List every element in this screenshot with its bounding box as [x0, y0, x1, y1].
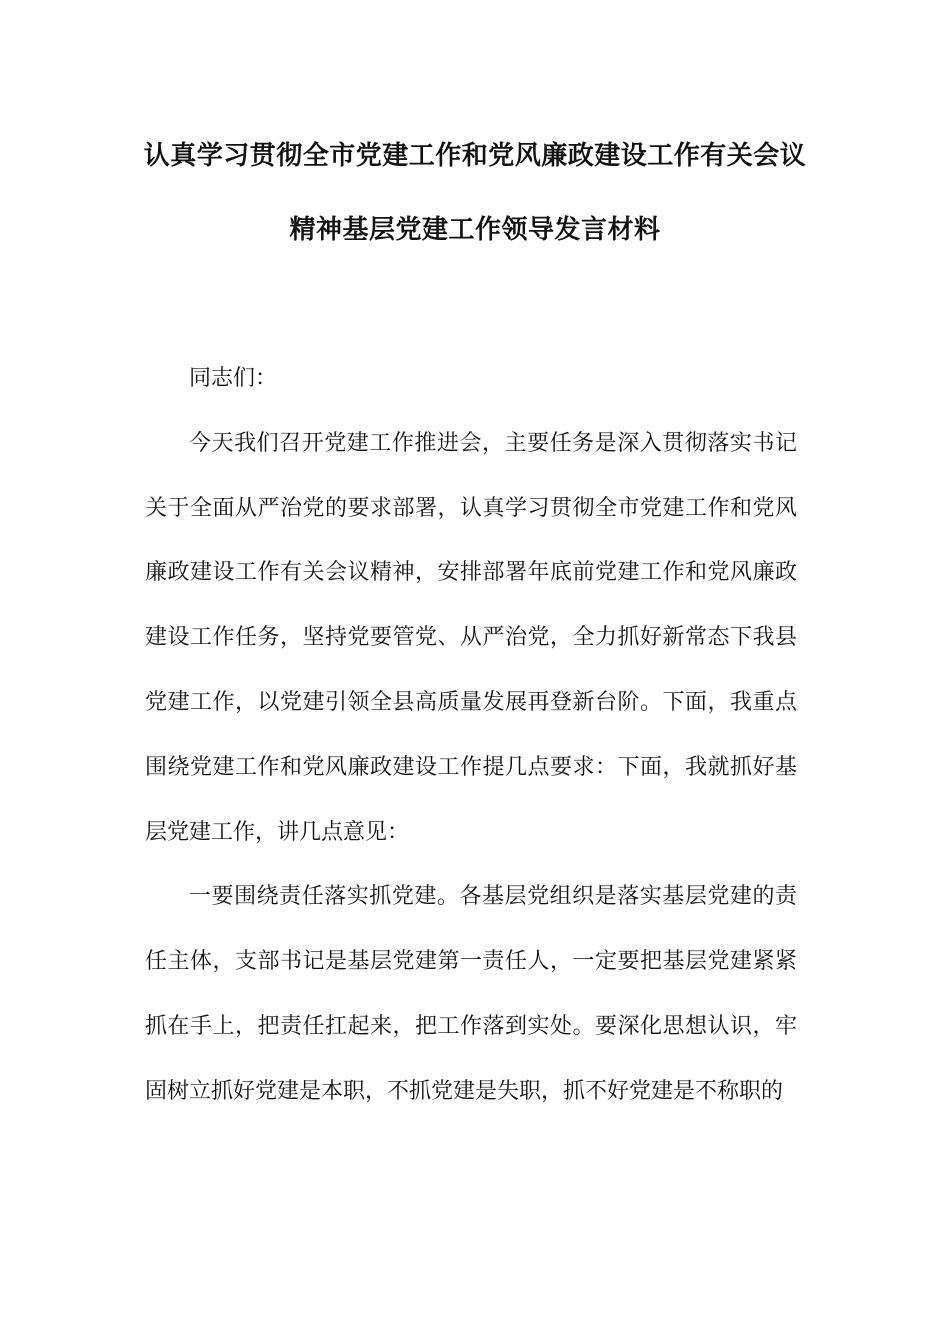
document-title-line-1: 认真学习贯彻全市党建工作和党风廉政建设工作有关会议 [143, 141, 807, 171]
document-body [145, 347, 797, 1125]
body-paragraph: 今天我们召开党建工作推进会，主要任务是深入贯彻落实书记关于全面从严治党的要求部署，认真学习贯彻全市党建工作和党风廉政建设工作有关会议精神，安排部署年底前党建工作和党风廉政建设工作任务，坚持党要管党、从严治党，全力抓好新常态下我县党建工作，以党建引领全县高质量发展再登新台阶。下面，我重点围绕党建工作和党风廉政建设工作提几点要求：下面，我就抓好基层党建工作，讲几点意见： [145, 430, 797, 845]
salutation-paragraph: 同志们： [189, 366, 278, 391]
body-paragraph: 一要围绕责任落实抓党建。各基层党组织是落实基层党建的责任主体，支部书记是基层党建第一责任人，一定要把基层党建紧紧抓在手上，把责任扛起来，把工作落到实处。要深化思想认识，牢固树立抓好党建是本职，不抓党建是失职，抓不好党建是不称职的 [145, 884, 797, 1104]
document-title-line-2: 精神基层党建工作领导发言材料 [289, 215, 661, 245]
